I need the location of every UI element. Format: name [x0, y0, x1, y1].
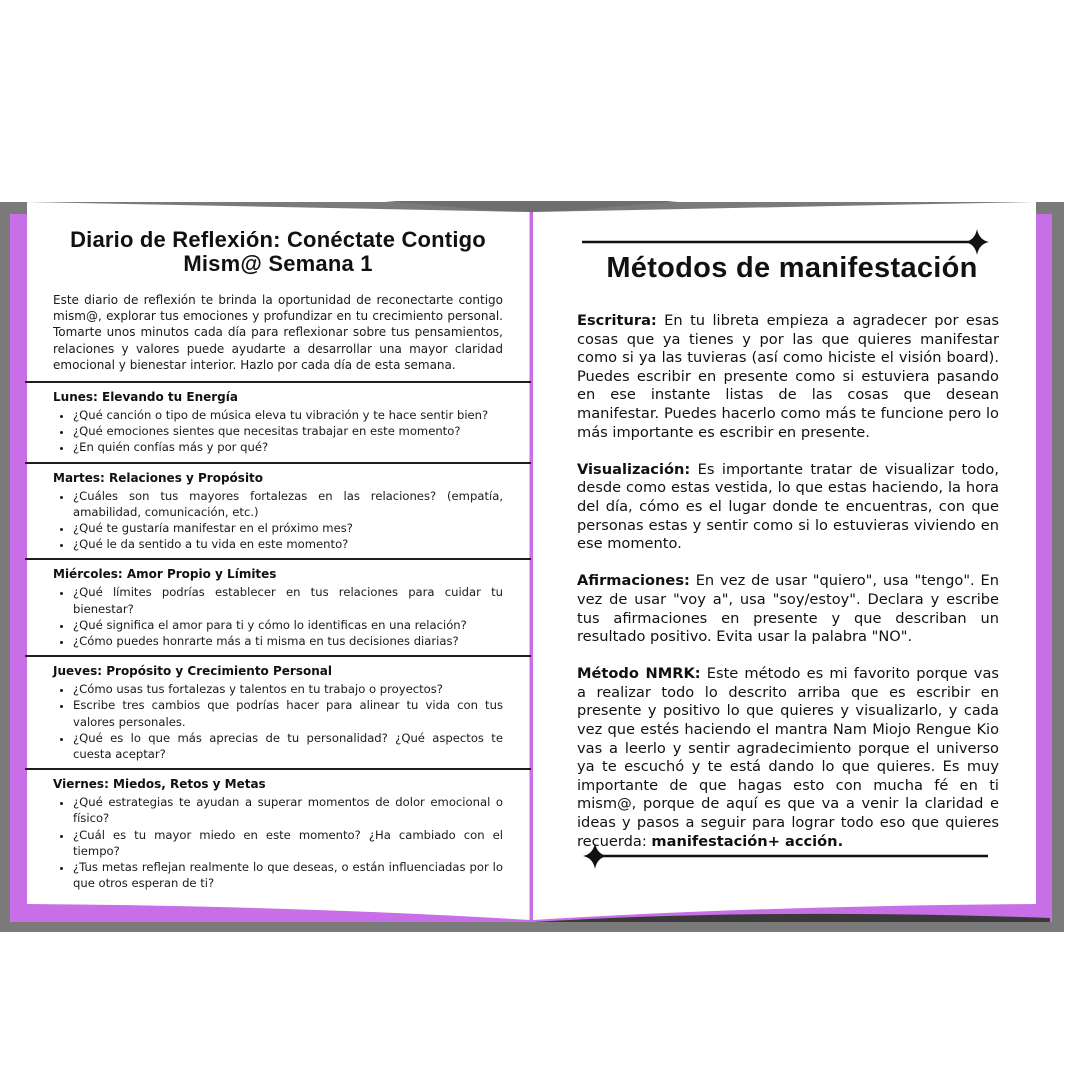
day-section — [25, 655, 531, 768]
method-label: Método NMRK: — [577, 665, 701, 683]
question-item: • ¿Qué límites podrías establecer en tus relaciones para cuidar tu bienestar? — [73, 584, 503, 616]
question-list — [53, 488, 503, 553]
method-text: Este método es mi favorito porque vas a realizar todo lo descrito arriba que es escribir en presente y positivo lo que quieres y visualizarlo, y cada vez que estés haciendo el mantra Nam Miojo Rengue Kio vas a leerlo y sentir agradecimiento porque el universo ya te escuchó y te está dando lo que quieres. Es muy importante de que hagas esto con mucha fé en ti mism@, porque de aquí es que va a venir la claridad e ideas y pasos a seguir para lograr todo eso que quieres recuerda: — [577, 665, 999, 850]
day-list — [53, 381, 503, 897]
question-list — [53, 794, 503, 891]
right-page — [577, 312, 999, 870]
question-list — [53, 584, 503, 649]
question-item: • ¿Cómo puedes honrarte más a ti misma en tus decisiones diarias? — [73, 633, 503, 649]
method-text: Es importante tratar de visualizar todo, desde como estas vestida, lo que estas haciendo, la hora del día, cómo es el lugar donde te encuentras, con que personas estas y sentir como si lo estuvieras viviendo en ese momento. — [577, 460, 999, 553]
day-title: Martes: Relaciones y Propósito — [53, 470, 264, 485]
question-item: • ¿Qué canción o tipo de música eleva tu vibración y te hace sentir bien? — [73, 407, 503, 423]
day-section — [25, 768, 531, 897]
question-list — [53, 681, 503, 762]
left-page — [53, 228, 503, 897]
intro-paragraph: Este diario de reflexión te brinda la oportunidad de reconectarte contigo mism@, explorar tus emociones y profundizar en tu crecimiento personal. Tomarte unos minutos cada día para reflexionar sobre tus pensamientos, relaciones y valores puede ayudarte a desarrollar una mayor claridad emocional y bienestar interior. Hazlo por cada día de esta semana. — [53, 293, 503, 372]
question-item: • ¿Tus metas reflejan realmente lo que deseas, o están influenciadas por lo que otros esperan de ti? — [73, 859, 503, 891]
day-title: Jueves: Propósito y Crecimiento Personal — [53, 664, 332, 679]
method-text: En vez de usar "quiero", usa "tengo". En vez de usar "voy a", usa "soy/estoy". Declara y escribe tus afirmaciones en presente y que describan un resultado positivo. Evita usar la palabra "NO". — [577, 572, 999, 646]
question-item: • ¿En quién confías más y por qué? — [73, 439, 503, 455]
question-item: • ¿Cuáles son tus mayores fortalezas en las relaciones? (empatía, amabilidad, comunicación, etc.) — [73, 488, 503, 520]
method-afirmaciones — [577, 572, 999, 646]
question-item: • ¿Qué estrategias te ayudan a superar momentos de dolor emocional o físico? — [73, 794, 503, 826]
method-label: Escritura: — [577, 312, 657, 329]
day-title: Lunes: Elevando tu Energía — [53, 390, 238, 405]
method-label: Afirmaciones: — [577, 572, 690, 590]
day-section — [25, 462, 531, 559]
question-list — [53, 407, 503, 456]
question-item: • ¿Qué es lo que más aprecias de tu personalidad? ¿Qué aspectos te cuesta aceptar? — [73, 730, 503, 762]
right-page-title: Métodos de manifestación — [606, 252, 978, 284]
day-section — [25, 558, 531, 655]
question-item: • ¿Cuál es tu mayor miedo en este momento? ¿Ha cambiado con el tiempo? — [73, 827, 503, 859]
question-item: • ¿Qué emociones sientes que necesitas trabajar en este momento? — [73, 423, 503, 439]
question-item: • ¿Qué significa el amor para ti y cómo lo identificas en una relación? — [73, 617, 503, 633]
day-title: Viernes: Miedos, Retos y Metas — [53, 777, 266, 792]
left-page-title: Diario de Reflexión: Conéctate Contigo Mism@ Semana 1 — [70, 227, 486, 276]
question-item: • ¿Cómo usas tus fortalezas y talentos en tu trabajo o proyectos? — [73, 681, 503, 697]
question-item: • Escribe tres cambios que podrías hacer para alinear tu vida con tus valores personales. — [73, 697, 503, 729]
method-text: En tu libreta empieza a agradecer por esas cosas que ya tienes y por las que quieres manifestar como si ya las tuvieras (así como hiciste el visión board). Puedes escribir en presente como si estuviera pasando en ese instante listas de las cosas que desean manifestar. Puedes hacerlo como más te funcione pero lo más importante es escribir en presente. — [577, 312, 999, 441]
method-closing: manifestación+ acción. — [651, 832, 844, 850]
method-escritura — [577, 312, 999, 442]
method-label: Visualización: — [577, 460, 691, 478]
day-title: Miércoles: Amor Propio y Límites — [53, 567, 277, 582]
method-nmrk — [577, 665, 999, 851]
question-item: • ¿Qué te gustaría manifestar en el próximo mes? — [73, 520, 503, 536]
question-item: • ¿Qué le da sentido a tu vida en este momento? — [73, 536, 503, 552]
day-section — [25, 381, 531, 462]
method-visualizacion — [577, 461, 999, 554]
